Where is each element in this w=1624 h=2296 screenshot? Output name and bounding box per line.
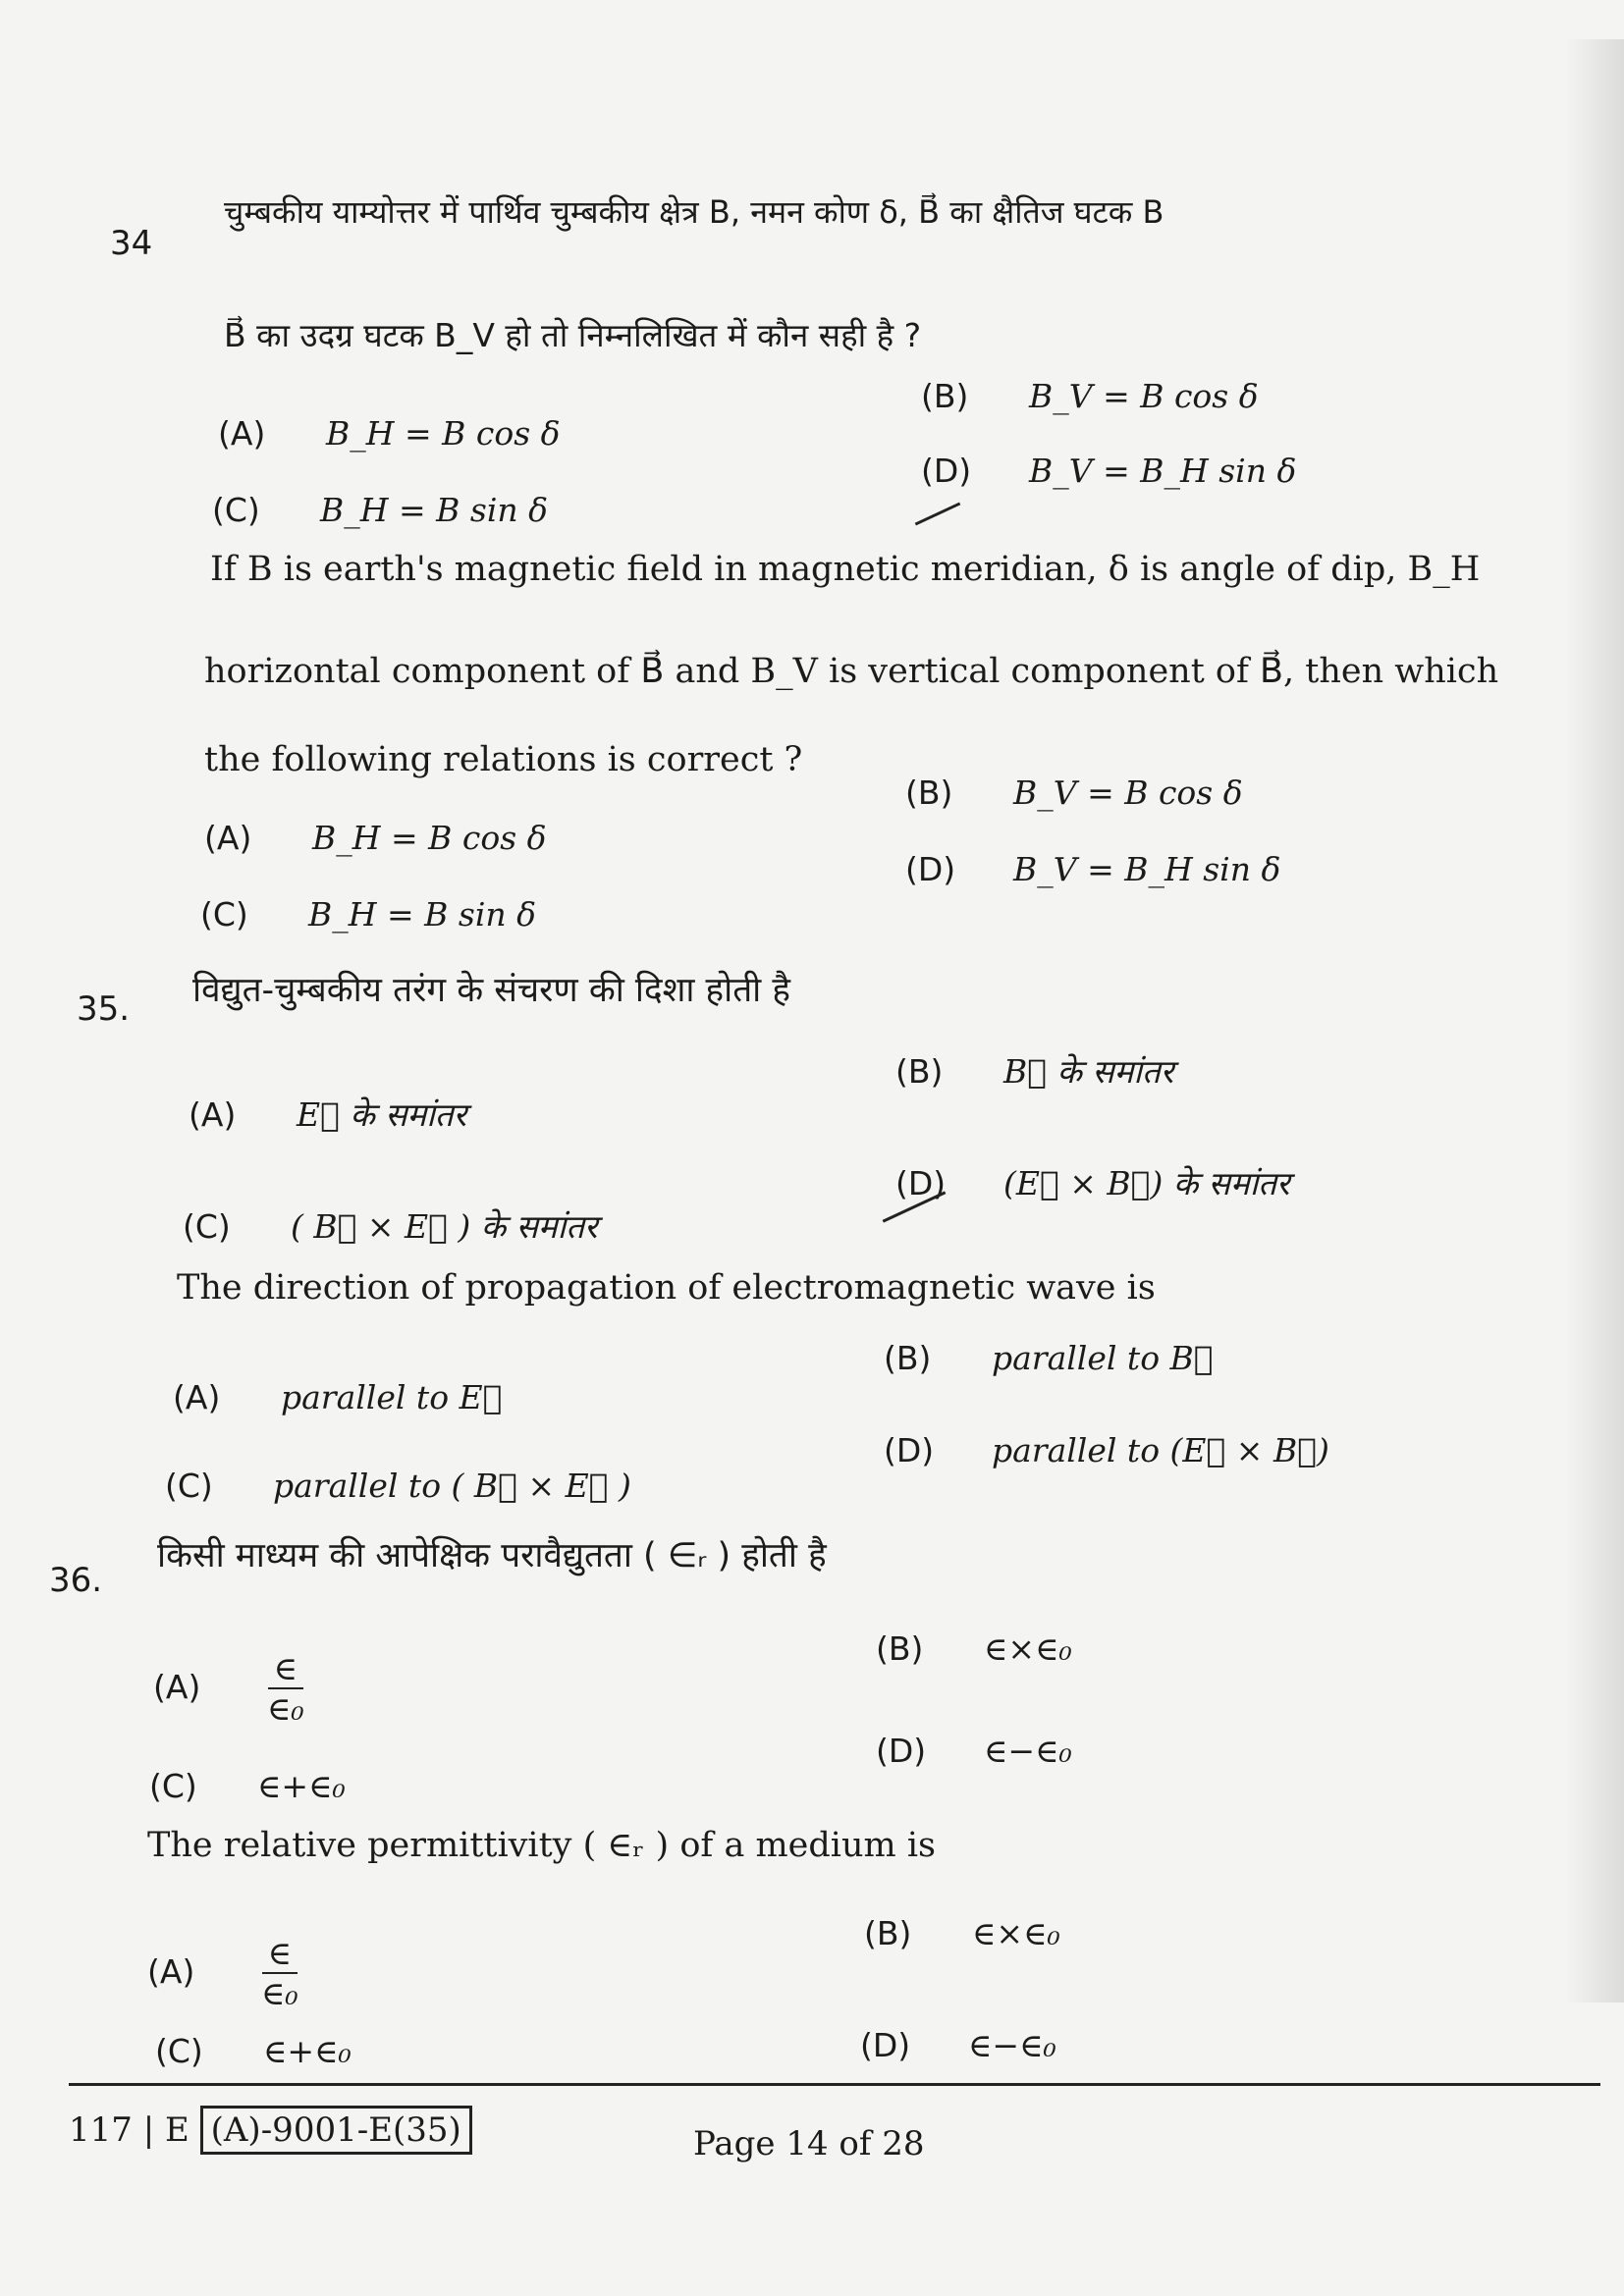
q36-hi-option-d: [876, 1732, 1072, 1770]
option-label: (A): [173, 1378, 221, 1416]
option-label: (C): [200, 895, 248, 934]
option-value: B_H = B sin δ: [320, 491, 548, 529]
page-edge-shadow: [1565, 39, 1624, 2002]
option-label: (A): [147, 1951, 195, 1991]
q36-en-option-d: [860, 2026, 1056, 2064]
option-value: ( B⃗ × E⃗ ) के समांतर: [291, 1207, 598, 1246]
option-label: (C): [183, 1207, 231, 1246]
option-value: B_H = B cos δ: [326, 414, 561, 453]
footer-code: [69, 2110, 472, 2150]
footer-rule: [69, 2083, 1600, 2086]
q35-en-option-c: [165, 1467, 631, 1505]
option-label: (D): [876, 1732, 927, 1770]
option-value: (E⃗ × B⃗) के समांतर: [1003, 1164, 1290, 1202]
option-label: (B): [864, 1914, 912, 1952]
option-label: (D): [905, 850, 956, 888]
q34-english-line3: the following relations is correct ?: [204, 740, 803, 779]
fraction: [255, 1934, 304, 2012]
option-label: (B): [921, 377, 969, 415]
option-value: B_V = B cos δ: [1013, 774, 1243, 812]
option-label: (D): [860, 2026, 911, 2064]
q36-en-option-c: [155, 2032, 352, 2070]
q36-hi-option-c: [149, 1767, 346, 1805]
q34-hi-option-a: [218, 414, 561, 453]
q36-hi-option-a: [153, 1649, 310, 1728]
fraction-numerator: ∈: [268, 1649, 303, 1689]
q36-en-option-a: [147, 1934, 304, 2012]
q34-hi-option-c: [212, 491, 548, 529]
option-value: ∈+∈₀: [263, 2032, 352, 2070]
option-value: ∈−∈₀: [984, 1732, 1072, 1770]
question-34-number: 34: [110, 224, 153, 263]
question-36-number: 36.: [49, 1561, 103, 1600]
option-value: ∈×∈₀: [972, 1914, 1060, 1952]
footer-code-left: 117 | E: [69, 2110, 189, 2150]
q36-hi-option-b: [876, 1629, 1072, 1668]
q36-en-option-b: [864, 1914, 1060, 1952]
q35-hi-option-d: [895, 1160, 1290, 1204]
q34-english-line1: If B is earth's magnetic field in magnetic meridian, δ is angle of dip, B_H: [210, 550, 1481, 589]
option-value: ∈×∈₀: [984, 1629, 1072, 1668]
option-label: (A): [153, 1667, 201, 1706]
option-value: B_V = B_H sin δ: [1029, 452, 1297, 490]
q35-en-option-a: [173, 1378, 502, 1416]
pen-tick-mark: [915, 503, 961, 526]
option-value: B_V = B cos δ: [1029, 377, 1259, 415]
option-label: (C): [149, 1767, 197, 1805]
q36-english-line1: The relative permittivity ( ∈ᵣ ) of a medium is: [147, 1826, 936, 1865]
option-value: parallel to B⃗: [992, 1339, 1214, 1377]
q34-en-option-c: [200, 895, 536, 934]
fraction: [261, 1649, 310, 1728]
q34-en-option-b: [905, 774, 1243, 812]
q34-english-line2: horizontal component of B⃗ and B_V is vertical component of B⃗, then which: [204, 652, 1499, 691]
option-value: B_H = B sin δ: [308, 895, 536, 934]
fraction-denominator: ∈₀: [261, 1974, 298, 2012]
option-value: parallel to (E⃗ × B⃗): [992, 1431, 1329, 1469]
option-label: (A): [189, 1095, 237, 1134]
option-label: (A): [218, 414, 266, 453]
option-label: (A): [204, 819, 252, 857]
option-value: E⃗ के समांतर: [297, 1095, 467, 1134]
footer-code-box: (A)-9001-E(35): [200, 2106, 472, 2155]
option-label: (C): [155, 2032, 203, 2070]
option-value: ∈−∈₀: [968, 2026, 1056, 2064]
q34-hi-option-b: [921, 377, 1259, 415]
option-label: (D): [895, 1164, 947, 1202]
option-value: B_H = B cos δ: [312, 819, 547, 857]
option-value: parallel to ( B⃗ × E⃗ ): [273, 1467, 631, 1505]
q35-hi-option-b: [895, 1048, 1173, 1093]
q35-hi-option-a: [189, 1092, 466, 1136]
option-label: (D): [921, 452, 972, 490]
fraction-denominator: ∈₀: [267, 1689, 304, 1728]
option-value: B_V = B_H sin δ: [1013, 850, 1281, 888]
q35-en-option-d: [884, 1431, 1329, 1469]
q35-hi-option-c: [183, 1203, 598, 1248]
q34-hindi-line2: B⃗ का उदग्र घटक B_V हो तो निम्नलिखित में कौन सही है ?: [224, 316, 922, 354]
q35-english-line1: The direction of propagation of electromagnetic wave is: [177, 1268, 1156, 1308]
q34-en-option-a: [204, 819, 547, 857]
q34-hi-option-d: [921, 452, 1296, 490]
page-number: Page 14 of 28: [693, 2124, 925, 2163]
question-35-number: 35.: [77, 989, 131, 1029]
q34-en-option-d: [905, 850, 1280, 888]
option-label: (B): [876, 1629, 924, 1668]
q36-hindi-line1: किसी माध्यम की आपेक्षिक परावैद्युतता ( ∈ᵣ ) होती है: [157, 1536, 827, 1575]
fraction-numerator: ∈: [262, 1934, 298, 1974]
option-label: (B): [884, 1339, 932, 1377]
option-value: parallel to E⃗: [281, 1378, 503, 1416]
option-value: B⃗ के समांतर: [1003, 1052, 1174, 1091]
option-label: (D): [884, 1431, 935, 1469]
option-label: (B): [905, 774, 953, 812]
option-value: ∈+∈₀: [257, 1767, 346, 1805]
q34-hindi-line1: चुम्बकीय याम्योत्तर में पार्थिव चुम्बकीय क्षेत्र B, नमन कोण δ, B⃗ का क्षैतिज घटक B: [224, 193, 1164, 231]
option-label: (C): [212, 491, 260, 529]
option-label: (C): [165, 1467, 213, 1505]
q35-en-option-b: [884, 1339, 1214, 1377]
q35-hindi-line1: विद्युत-चुम्बकीय तरंग के संचरण की दिशा होती है: [192, 971, 790, 1010]
option-label: (B): [895, 1052, 944, 1091]
